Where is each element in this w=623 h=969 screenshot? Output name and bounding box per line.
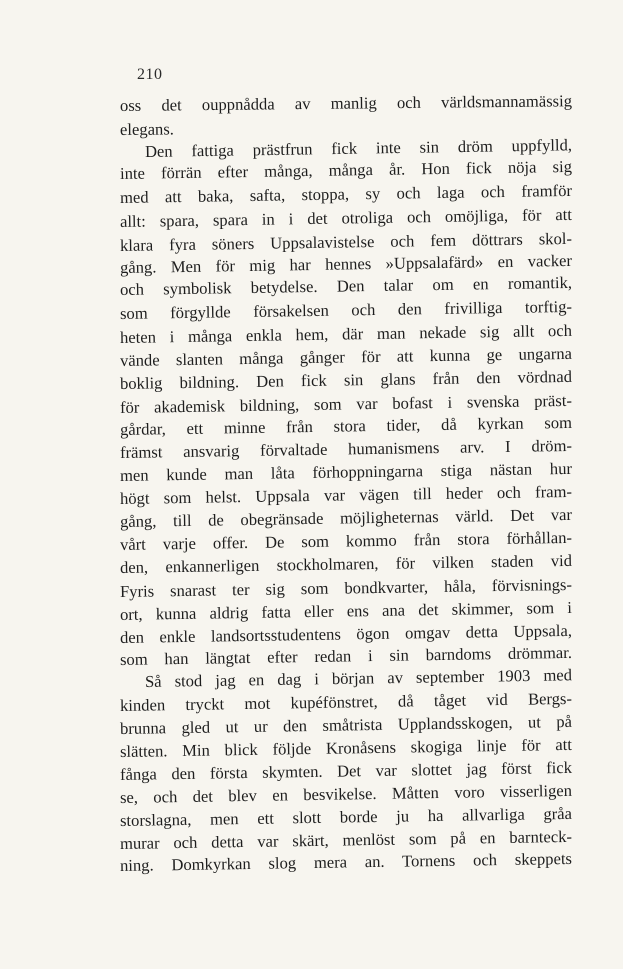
text-line: Den fattiga prästfrun fick inte sin dröm uppfylld, (144, 135, 573, 161)
text-line: slätten. Min blick följde Kronåsens skogiga linje för att (119, 734, 573, 761)
text-line: se, och det blev en besvikelse. Måtten voro visserligen (119, 780, 573, 807)
text-line: murar och detta var skärt, menlöst som på en barnteck- (119, 826, 573, 853)
text-line: ning. Domkyrkan slog mera an. Tornens och skeppets (119, 848, 573, 875)
text-line: fånga den första skymten. Det var slottet jag först fick (119, 757, 573, 784)
text-line: som han längtat efter redan i sin barndoms drömmar. (119, 642, 573, 669)
text-line: oss det ouppnådda av manlig och världsmannamässig (119, 91, 573, 115)
page-number: 210 (137, 66, 163, 83)
text-line: Fyris snarast ter sig som bondkvarter, håla, förvisnings- (119, 574, 573, 601)
text-line: den, enkannerligen stockholmaren, för vilken staden vid (119, 550, 573, 577)
text-line: den enkle landsortsstudentens ögon omgav detta Uppsala, (119, 620, 573, 647)
text-line: som förgyllde försakelsen och den frivilliga torftig- (119, 296, 573, 323)
text-line: storslagna, men ett slott borde ju ha allvarliga gråa (119, 803, 573, 830)
text-line: elegans. (119, 119, 174, 139)
text-line: och symbolisk betydelse. Den talar om en romantik, (119, 272, 573, 299)
text-line: gång, till de obegränsade möjligheternas värld. Det var (119, 504, 573, 531)
text-line: kinden tryckt mot kupéfönstret, då tåget vid Bergs- (119, 688, 573, 715)
text-line: vårt varje offer. De som kommo från stora förhållan- (119, 527, 573, 554)
text-line: boklig bildning. Den fick sin glans från den vördnad (119, 366, 573, 393)
text-line: Så stod jag en dag i början av september 1903 med (144, 665, 573, 691)
text-line: men kunde man låta förhoppningarna stiga nästan hur (119, 458, 573, 485)
text-line: gårdar, ett minne från stora tider, då kyrkan som (119, 412, 573, 439)
text-line: klara fyra söners Uppsalavistelse och fem döttrars skol- (119, 228, 573, 255)
text-line: främst ansvarig förvaltade humanismens arv. I dröm- (119, 435, 573, 462)
text-line: brunna gled ut ur den småtrista Upplandsskogen, ut på (119, 711, 573, 738)
text-line: inte förrän efter många, många år. Hon fick nöja sig (119, 156, 573, 183)
text-line: heten i många enkla hem, där man nekade sig allt och (119, 320, 573, 347)
text-line: allt: spara, spara in i det otroliga och omöjliga, för att (119, 204, 573, 231)
text-line: för akademisk bildning, som var bofast i svenska präst- (119, 390, 573, 417)
text-line: högt som helst. Uppsala var vägen till heder och fram- (119, 481, 573, 508)
text-line: med att baka, safta, stoppa, sy och laga och framför (119, 180, 573, 207)
text-line: gång. Men för mig har hennes »Uppsalafärd» en vacker (119, 250, 573, 277)
text-line: ort, kunna aldrig fatta eller ens ana det skimmer, som i (119, 597, 573, 624)
text-line: vände slanten många gånger för att kunna ge ungarna (119, 343, 573, 370)
